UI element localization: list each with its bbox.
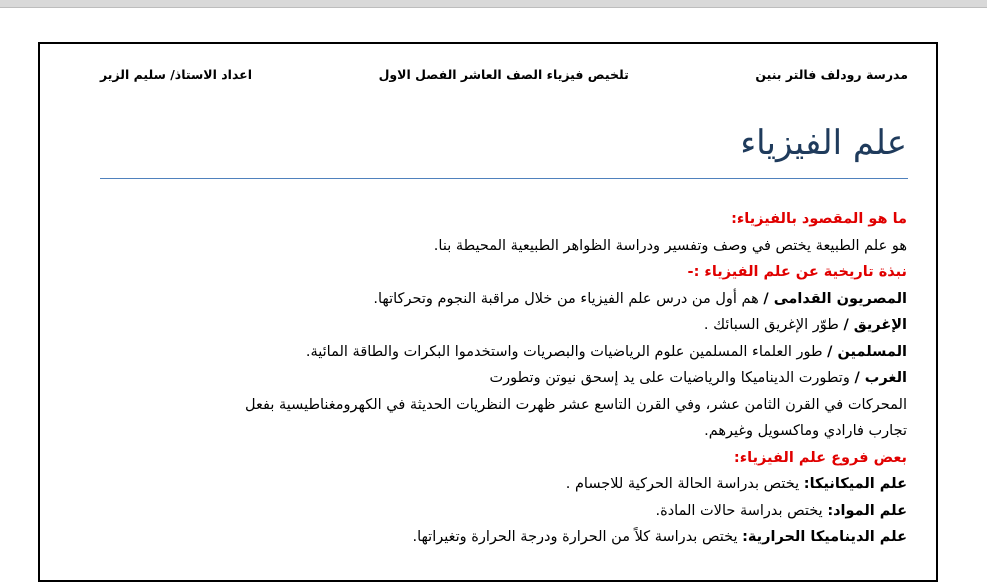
history-west-continued-1: المحركات في القرن الثامن عشر، وفي القرن التاسع عشر ظهرت النظريات الحديثة في الكهرومغناطيسية بفعل bbox=[245, 396, 907, 413]
west-label: الغرب / bbox=[854, 370, 907, 386]
greeks-text: طوّر الإغريق السبائك . bbox=[703, 317, 844, 333]
window-top-edge bbox=[0, 0, 987, 8]
mechanics-label: علم الميكانيكا: bbox=[803, 476, 907, 492]
egyptians-text: هم أول من درس علم الفيزياء من خلال مراقبة النجوم وتحركاتها. bbox=[373, 290, 764, 307]
materials-text: يختص بدراسة حالات المادة. bbox=[655, 502, 828, 519]
school-name: مدرسة رودلف فالتر بنين bbox=[755, 66, 908, 82]
branches-heading: بعض فروع علم الفيزياء: bbox=[733, 449, 907, 466]
history-greeks bbox=[67, 312, 907, 339]
history-west-continued-2: تجارب فارادي وماكسويل وغيرهم. bbox=[704, 423, 907, 439]
branch-mechanics bbox=[67, 471, 907, 498]
history-west bbox=[67, 365, 907, 392]
mechanics-text: يختص بدراسة الحالة الحركية للاجسام . bbox=[565, 476, 804, 492]
materials-label: علم المواد: bbox=[827, 502, 907, 519]
history-egyptians bbox=[67, 286, 907, 313]
title-underline bbox=[100, 178, 908, 179]
egyptians-label: المصريون القدامى / bbox=[763, 290, 907, 307]
greeks-label: الإغريق / bbox=[843, 317, 907, 333]
muslims-label: المسلمين / bbox=[827, 343, 907, 360]
west-text: وتطورت الديناميكا والرياضيات على يد إسحق نيوتن وتطورت bbox=[489, 370, 855, 386]
history-muslims bbox=[67, 339, 907, 366]
muslims-text: طور العلماء المسلمين علوم الرياضيات والبصريات واستخدموا البكرات والطاقة المائية. bbox=[305, 343, 828, 360]
document-header bbox=[100, 63, 908, 85]
branch-materials bbox=[67, 498, 907, 525]
document-body bbox=[67, 206, 907, 551]
definition-heading: ما هو المقصود بالفيزياء: bbox=[731, 211, 907, 227]
thermo-label: علم الديناميكا الحرارية: bbox=[742, 529, 907, 545]
history-heading: نبذة تاريخية عن علم الفيزياء :- bbox=[687, 264, 907, 280]
author-name: اعداد الاستاذ/ سليم الزير bbox=[100, 66, 252, 82]
branch-thermodynamics bbox=[67, 524, 907, 551]
page-title: علم الفيزياء bbox=[740, 123, 907, 163]
document-subject: تلخيص فيزياء الصف العاشر الفصل الاول bbox=[378, 66, 629, 82]
definition-text: هو علم الطبيعة يختص في وصف وتفسير ودراسة الظواهر الطبيعية المحيطة بنا. bbox=[433, 237, 907, 254]
thermo-text: يختص بدراسة كلاً من الحرارة ودرجة الحرارة وتغيراتها. bbox=[412, 529, 743, 545]
